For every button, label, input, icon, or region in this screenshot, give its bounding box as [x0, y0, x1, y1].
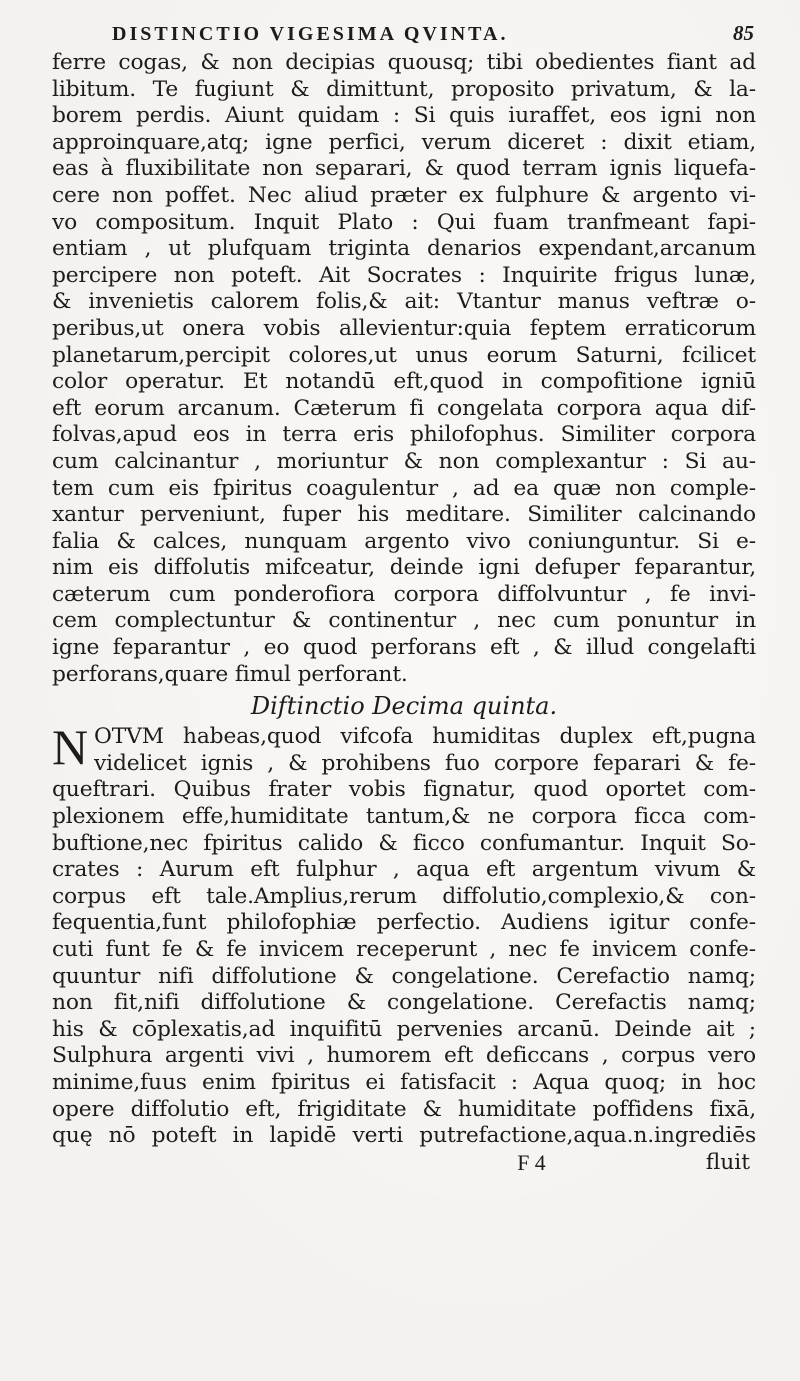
- text-line: igne feparantur , eo quod perforans eft , & illud congelafti: [52, 635, 756, 661]
- text-line: falia & calces, nunquam argento vivo coniunguntur. Si e-: [52, 528, 756, 554]
- text-line: quuntur nifi diffolutione & congelatione. Cerefactio namq;: [52, 963, 756, 989]
- text-line: cæterum cum ponderofiora corpora diffolvuntur , fe invi-: [52, 581, 756, 607]
- paragraph-2: [52, 719, 756, 1150]
- text-line: plexionem effe,humiditate tantum,& ne corpora ficca com-: [52, 804, 756, 830]
- page-number: 85: [733, 21, 754, 45]
- running-head: DISTINCTIO VIGESIMA QVINTA.: [112, 23, 509, 45]
- text-line: nim eis diffolutis mifceatur, deinde igni defuper feparantur,: [52, 555, 756, 581]
- text-line: libitum. Te fugiunt & dimittunt, proposito privatum, & la-: [52, 76, 756, 102]
- catchword: fluit: [705, 1149, 750, 1175]
- text-line: eas à fluxibilitate non separari, & quod terram ignis liquefa-: [52, 156, 756, 182]
- text-line: tem cum eis fpiritus coagulentur , ad ea quæ non comple-: [52, 475, 756, 501]
- paragraph-1: [52, 50, 756, 688]
- text-line: color operatur. Et notandū eft,quod in compofitione igniū: [52, 369, 756, 395]
- text-line: eft eorum arcanum. Cæterum fi congelata corpora aqua dif-: [52, 395, 756, 421]
- text-line: percipere non poteft. Ait Socrates : Inquirite frigus lunæ,: [52, 262, 756, 288]
- text-line: ferre cogas, & non decipias quousq; tibi obedientes fiant ad: [52, 50, 756, 75]
- text-line: videlicet ignis , & prohibens fuo corpore feparari & fe-: [94, 750, 756, 776]
- text-line: minime,fuus enim fpiritus ei fatisfacit : Aqua quoq; in hoc: [52, 1069, 756, 1095]
- text-line: & invenietis calorem folis,& ait: Vtantur manus veftræ o-: [52, 289, 756, 315]
- text-line: non fit,nifi diffolutione & congelatione. Cerefactis namq;: [52, 990, 756, 1016]
- text-line: corpus eft tale.Amplius,rerum diffolutio,complexio,& con-: [52, 883, 756, 909]
- signature-mark: F 4: [517, 1150, 546, 1175]
- text-line: buftione,nec fpiritus calido & ficco confumantur. Inquit So-: [52, 830, 756, 856]
- text-line: xantur perveniunt, fuper his meditare. Similiter calcinando: [52, 502, 756, 528]
- text-line: his & cōplexatis,ad inquifitū pervenies arcanū. Deinde ait ;: [52, 1016, 756, 1042]
- text-line: peribus,ut onera vobis allevientur:quia feptem erraticorum: [52, 315, 756, 341]
- text-line: queftrari. Quibus frater vobis fignatur, quod oportet com-: [52, 777, 756, 803]
- text-line: borem perdis. Aiunt quidam : Si quis iuraffet, eos igni non: [52, 103, 756, 129]
- text-line: cum calcinantur , moriuntur & non complexantur : Si au-: [52, 448, 756, 474]
- section-heading: Diftinctio Decima quinta.: [250, 692, 558, 721]
- text-line: opere diffolutio eft, frigiditate & humiditate poffidens fixā,: [52, 1096, 756, 1122]
- text-line: planetarum,percipit colores,ut unus eorum Saturni, fcilicet: [52, 342, 756, 368]
- text-line: vo compositum. Inquit Plato : Qui fuam tranfmeant fapi-: [52, 209, 756, 235]
- text-line: approinquare,atq; igne perfici, verum diceret : dixit etiam,: [52, 129, 756, 155]
- text-line: folvas,apud eos in terra eris philofophus. Similiter corpora: [52, 422, 756, 448]
- text-block: [52, 20, 756, 1176]
- text-line: Sulphura argenti vivi , humorem eft deficcans , corpus vero: [52, 1043, 756, 1069]
- drop-cap: N: [52, 719, 89, 776]
- dropcap-line: [52, 719, 756, 777]
- text-line: crates : Aurum eft fulphur , aqua eft argentum vivum &: [52, 857, 756, 883]
- page-header: [52, 20, 756, 50]
- text-line: OTVM habeas,quod vifcofa humiditas duplex eft,pugna: [94, 724, 756, 750]
- text-line: perforans,quare fimul perforant.: [52, 661, 408, 687]
- text-line: fequentia,funt philofophiæ perfectio. Audiens igitur confe-: [52, 910, 756, 936]
- text-line: cem complectuntur & continentur , nec cum ponuntur in: [52, 608, 756, 634]
- page-footer: [52, 1150, 756, 1176]
- text-line: cere non poffet. Nec aliud præter ex fulphure & argento vi-: [52, 182, 756, 208]
- text-line: entiam , ut plufquam triginta denarios expendant,arcanum: [52, 236, 756, 262]
- text-line: quę nō poteft in lapidē verti putrefactione,aqua.n.ingrediēs: [52, 1123, 756, 1149]
- text-line: cuti funt fe & fe invicem receperunt , nec fe invicem confe-: [52, 937, 756, 962]
